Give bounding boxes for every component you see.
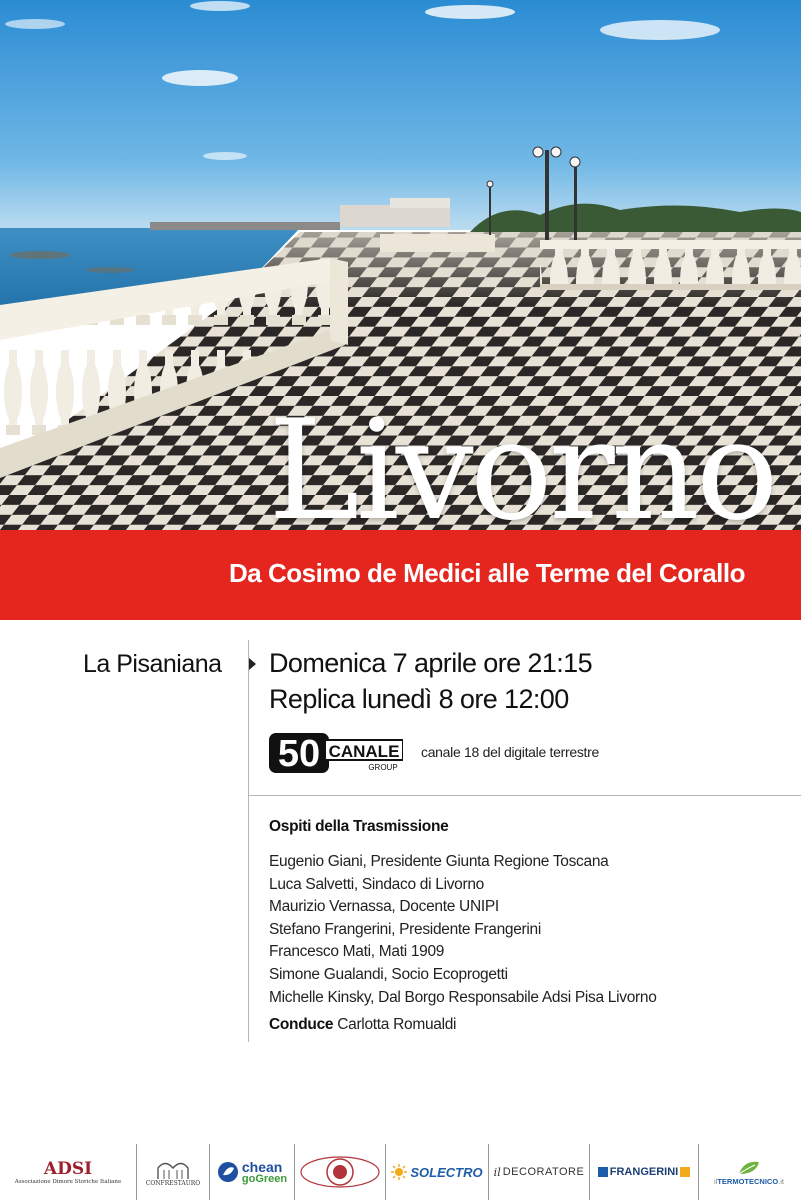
sponsor-frangerini (590, 1144, 698, 1200)
arch-icon (156, 1158, 190, 1180)
guest-list (269, 851, 657, 1009)
list-item: Michelle Kinsky, Dal Borgo Responsabile Adsi Pisa Livorno (269, 988, 657, 1006)
confrestauro-logo-text: CONFRESTAURO (145, 1179, 201, 1187)
frangerini-logo-text: FRANGERINI (609, 1166, 679, 1178)
list-item: Eugenio Giani, Presidente Giunta Regione Toscana (269, 853, 609, 870)
hero-photo (0, 0, 801, 530)
termotecnico-leaf-icon (736, 1159, 762, 1177)
sun-icon (391, 1164, 407, 1180)
subtitle-band (0, 530, 801, 620)
list-item: Luca Salvetti, Sindaco di Livorno (269, 875, 484, 893)
sponsor-solectro (386, 1144, 488, 1200)
subtitle: Da Cosimo de Medici alle Terme del Corallo (229, 558, 745, 588)
schedule-primary: Domenica 7 aprile ore 21:15 (269, 648, 593, 678)
frangerini-mark-icon (598, 1167, 608, 1177)
termotecnico-text (714, 1177, 784, 1186)
sponsor-bar (0, 1144, 801, 1200)
adsi-logo-text: ADSI (43, 1159, 93, 1179)
adsi-subtitle: Associazione Dimore Storiche Italiane (14, 1179, 122, 1185)
termotecnico-suffix: .it (778, 1176, 785, 1186)
termotecnico-logo-text: TERMOTECNICO (717, 1176, 779, 1186)
gogreen-logo-text: goGreen (241, 1172, 288, 1185)
decoratore-prefix: il (493, 1165, 501, 1179)
chean-text (242, 1160, 287, 1185)
host-label: Conduce (269, 1016, 334, 1033)
solectro-logo-text: SOLECTRO (410, 1164, 483, 1180)
sponsor-chean (210, 1144, 294, 1200)
list-item: Francesco Mati, Mati 1909 (269, 943, 445, 961)
logo-number: 50 (277, 733, 321, 773)
sponsor-adsi (0, 1144, 136, 1200)
chean-logo-text: chean (241, 1158, 283, 1175)
schedule-replica: Replica lunedì 8 ore 12:00 (269, 684, 569, 714)
frangerini-mark-icon (680, 1167, 690, 1177)
list-item: Maurizio Vernassa, Docente UNIPI (269, 898, 499, 916)
arrow-right-icon (249, 658, 256, 670)
sponsor-mati (295, 1144, 385, 1200)
sponsor-decoratore (489, 1144, 589, 1200)
vertical-divider (248, 640, 249, 1042)
channel-info: canale 18 del digitale terrestre (421, 744, 599, 760)
decoratore-logo-text: DECORATORE (502, 1166, 585, 1178)
list-item: Stefano Frangerini, Presidente Frangerini (269, 920, 542, 938)
program-name: La Pisaniana (83, 650, 222, 678)
chean-leaf-icon (217, 1161, 239, 1183)
canale50-logo (269, 733, 403, 773)
guests-heading: Ospiti della Trasmissione (269, 818, 449, 835)
sponsor-termotecnico (699, 1144, 799, 1200)
host-line (269, 1016, 456, 1034)
main-title: Livorno (268, 390, 775, 530)
horizontal-divider (248, 795, 801, 796)
logo-name: CANALE (328, 742, 400, 761)
sponsor-confrestauro (137, 1144, 209, 1200)
termotecnico-prefix: il (713, 1176, 718, 1186)
host-name: Carlotta Romualdi (337, 1016, 457, 1033)
logo-group: GROUP (368, 763, 398, 772)
mati-logo (299, 1154, 381, 1190)
list-item: Simone Gualandi, Socio Ecoprogetti (269, 965, 508, 983)
